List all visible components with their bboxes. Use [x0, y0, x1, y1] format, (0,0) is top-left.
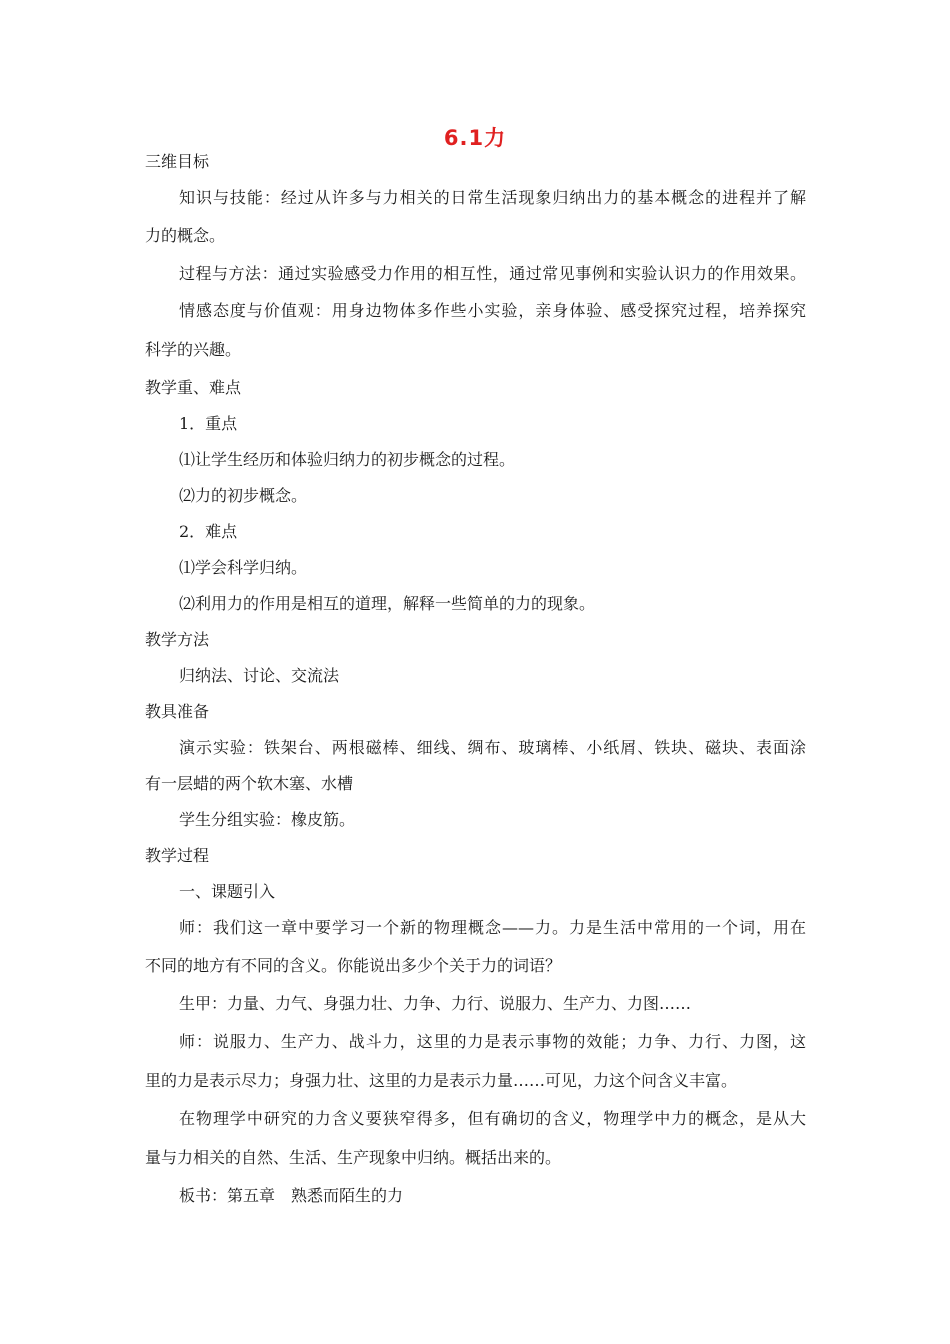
teacher-line-2b: 里的力是表示尽力；身强力壮、这里的力是表示力量……可见，力这个问含义丰富。 [145, 1071, 738, 1090]
equipment-demo-line-1: 演示实验：铁架台、两根磁棒、细线、绸布、玻璃棒、小纸屑、铁块、磁块、表面涂 [179, 738, 806, 757]
student-line: 生甲：力量、力气、身强力壮、力争、力行、说服力、生产力、力图…… [179, 994, 692, 1013]
difficult-label: 2．难点 [179, 522, 238, 541]
physics-line-1: 在物理学中研究的力含义要狭窄得多，但有确切的含义，物理学中力的概念，是从大 [179, 1109, 806, 1128]
key-label: 1．重点 [179, 414, 238, 433]
goals-knowledge-line-2: 力的概念。 [145, 226, 226, 245]
document-title: 6.1力 [443, 126, 507, 150]
equipment-group: 学生分组实验：橡皮筋。 [179, 810, 356, 829]
physics-line-2: 量与力相关的自然、生活、生产现象中归纳。概括出来的。 [145, 1148, 562, 1167]
teacher-line-1a: 师：我们这一章中要学习一个新的物理概念——力。力是生活中常用的一个词，用在 [179, 918, 806, 937]
teacher-line-1b: 不同的地方有不同的含义。你能说出多少个关于力的词语？ [145, 956, 562, 975]
difficult-item-2: ⑵利用力的作用是相互的道理，解释一些简单的力的现象。 [179, 594, 596, 613]
teacher-line-2a: 师：说服力、生产力、战斗力，这里的力是表示事物的效能；力争、力行、力图，这 [179, 1032, 806, 1051]
goals-knowledge-line-1: 知识与技能：经过从许多与力相关的日常生活现象归纳出力的基本概念的进程并了解 [179, 188, 806, 207]
board-line: 板书：第五章 熟悉而陌生的力 [179, 1186, 404, 1205]
key-points-heading: 教学重、难点 [145, 378, 242, 397]
equipment-demo-line-2: 有一层蜡的两个软木塞、水槽 [145, 774, 354, 793]
goals-emotion-line-2: 科学的兴趣。 [145, 340, 242, 359]
method-heading: 教学方法 [145, 630, 210, 649]
method-text: 归纳法、讨论、交流法 [179, 666, 340, 685]
goals-process: 过程与方法：通过实验感受力作用的相互性，通过常见事例和实验认识力的作用效果。 [179, 264, 806, 283]
key-item-1: ⑴让学生经历和体验归纳力的初步概念的过程。 [179, 450, 516, 469]
goals-heading: 三维目标 [145, 152, 210, 171]
key-item-2: ⑵力的初步概念。 [179, 486, 308, 505]
equipment-heading: 教具准备 [145, 702, 210, 721]
process-heading: 教学过程 [145, 846, 210, 865]
process-intro: 一、课题引入 [179, 882, 276, 901]
difficult-item-1: ⑴学会科学归纳。 [179, 558, 308, 577]
goals-emotion-line-1: 情感态度与价值观：用身边物体多作些小实验，亲身体验、感受探究过程，培养探究 [179, 301, 806, 320]
